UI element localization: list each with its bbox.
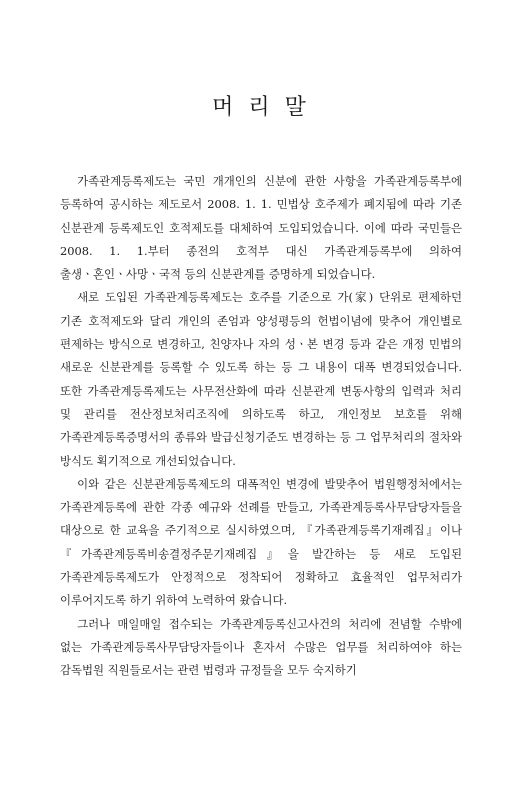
page-title: 머 리 말 <box>212 95 310 120</box>
paragraph: 그러나 매일매일 접수되는 가족관계등록신고사건의 처리에 전념할 수밖에 없는 가족관계등록사무담당자들이나 혼자서 수많은 업무를 처리하여야 하는 감독법원 직원들로서는 관련 법령과 규정들을 모두 숙지하기 <box>60 616 462 678</box>
paragraph: 이와 같은 신분관계등록제도의 대폭적인 변경에 발맞추어 법원행정처에서는 가족관계등록에 관한 각종 예규와 선례를 만들고, 가족관계등록사무담당자들을 대상으로 한 교육을 주기적으로 실시하였으며, 『가족관계등록기재례집』이나 『가족관계등록비송결정주문기재례집』을 발간하는 등 새로 도입된 가족관계등록제도가 안정적으로 정착되어 정확하고 효율적인 업무처리가 이루어지도록 하기 위하여 노력하여 왔습니다. <box>60 476 462 608</box>
paragraph: 새로 도입된 가족관계등록제도는 호주를 기준으로 가(家) 단위로 편제하던 기존 호적제도와 달리 개인의 존엄과 양성평등의 헌법이념에 맞추어 개인별로 편제하는 방식으로 변경하고, 친양자나 자의 성ㆍ본 변경 등과 같은 개정 민법의 새로운 신분관계를 등록할 수 있도록 하는 등 그 내용이 대폭 변경되었습니다. 또한 가족관계등록제도는 사무전산화에 따라 신분관계 변동사항의 입력과 처리 및 관리를 전산정보처리조직에 의하도록 하고, 개인정보 보호를 위해 가족관계등록증명서의 종류와 발급신청기준도 변경하는 등 그 업무처리의 절차와 방식도 획기적으로 개선되었습니다. <box>60 290 462 468</box>
body-text <box>60 170 462 683</box>
paragraph: 가족관계등록제도는 국민 개개인의 신분에 관한 사항을 가족관계등록부에 등록하여 공시하는 제도로서 2008. 1. 1. 민법상 호주제가 폐지됨에 따라 기존 신분관계 등록제도인 호적제도를 대체하여 도입되었습니다. 이에 따라 국민들은 2008. 1. 1.부터 종전의 호적부 대신 가족관계등록부에 의하여 출생ㆍ혼인ㆍ사망ㆍ국적 등의 신분관계를 증명하게 되었습니다. <box>60 174 462 282</box>
